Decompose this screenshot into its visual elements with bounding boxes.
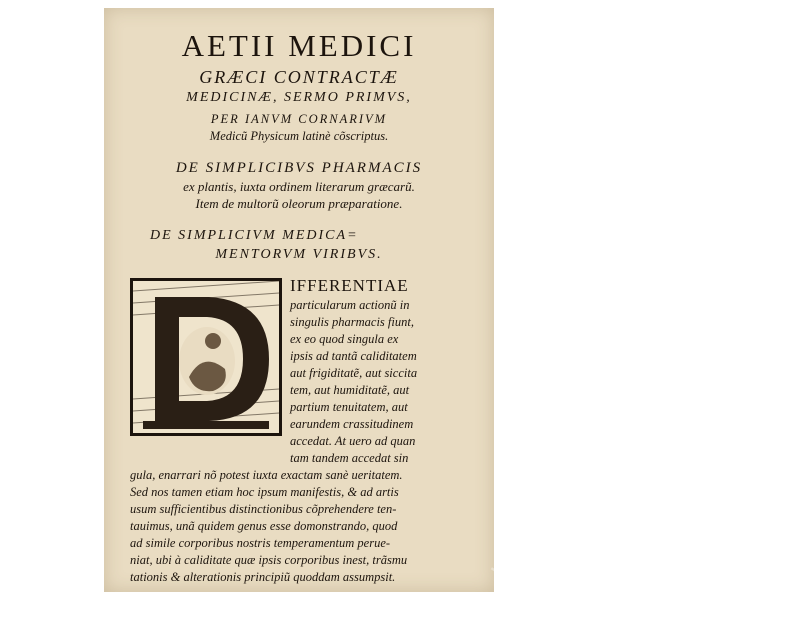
title-line-3: MEDICINÆ, SERMO PRIMVS, xyxy=(186,90,412,105)
title-line-1: AETII MEDICI xyxy=(181,28,417,63)
section-title-line-2: MENTORVM VIRIBVS. xyxy=(215,247,383,262)
title-line-2: GRÆCI CONTRACTÆ xyxy=(199,67,399,87)
woodcut-initial-d xyxy=(130,278,282,436)
body-line-opening: IFFERENTIAE xyxy=(290,276,409,295)
body-line: Sed nos tamen etiam hoc ipsum manifestis, & ad artis xyxy=(130,485,399,499)
body-line: niat, ubi à caliditate quæ ipsis corporibus inest, trãsmu xyxy=(130,553,408,567)
body-line: aut frigiditatẽ, aut siccita xyxy=(290,366,418,380)
subtitle-line-1: DE SIMPLICIBVS PHARMACIS xyxy=(175,160,423,176)
body-line: usum sufficientibus distinctionibus cõprehendere ten- xyxy=(130,502,397,516)
watermark-text: LIBRERIA ANTIQUARIA ROMA xyxy=(485,180,752,583)
body-line: ex eo quod singula ex xyxy=(290,332,399,346)
body-line: singulis pharmacis fiunt, xyxy=(290,315,414,329)
section-title-line-1: DE SIMPLICIVM MEDICA= xyxy=(150,228,359,243)
body-line: accedat. At uero ad quan xyxy=(290,434,416,448)
title-line-5: Medicũ Physicum latinè cõscriptus. xyxy=(209,129,389,143)
body-line: earundem crassitudinem xyxy=(290,417,414,431)
body-line: tationis & alterationis principiũ quoddam assumpsit. xyxy=(130,570,396,584)
body-line: partium tenuitatem, aut xyxy=(290,400,408,414)
subtitle-line-3: Item de multorũ oleorum præparatione. xyxy=(195,196,403,211)
book-page xyxy=(104,8,752,592)
body-line: particularum actionũ in xyxy=(290,298,410,312)
woodcut-d-icon xyxy=(133,281,279,433)
body-line: tam tandem accedat sin xyxy=(290,451,409,465)
body-line: tauimus, unã quidem genus esse domonstrando, quod xyxy=(130,519,398,533)
body-line: ipsis ad tantã caliditatem xyxy=(290,349,417,363)
body-line: gula, enarrari nõ potest iuxta exactam sanè ueritatem. xyxy=(130,468,403,482)
subtitle-line-2: ex plantis, iuxta ordinem literarum græcarũ. xyxy=(183,179,415,194)
body-line: ad simile corporibus nostris temperamentum perue- xyxy=(130,536,391,550)
body-line: tem, aut humiditatẽ, aut xyxy=(290,383,410,397)
title-line-4: PER IANVM CORNARIVM xyxy=(210,112,388,126)
